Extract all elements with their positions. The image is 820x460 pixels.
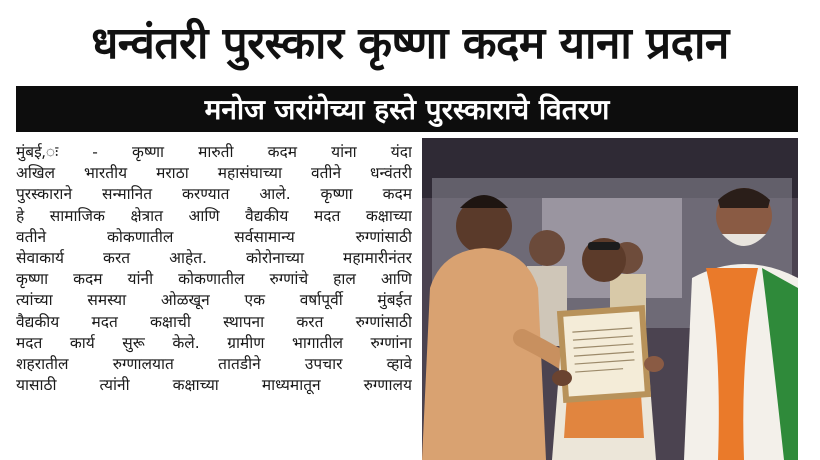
article-line: कृष्णा कदम यांनी कोकणातील रुग्णांचे हाल आणि — [16, 270, 412, 289]
article-line: वैद्यकीय मदत कक्षाची स्थापना करत रुग्णांसाठी — [16, 312, 412, 331]
subheadline: मनोज जरांगेच्या हस्ते पुरस्काराचे वितरण — [204, 93, 610, 126]
article-line: मुंबई,ः - कृष्णा मारुती कदम यांना यंदा — [16, 143, 412, 161]
article-line: अखिल भारतीय मराठा महासंघाच्या वतीने धन्वंतरी — [16, 164, 412, 183]
article-line: यासाठी त्यांनी कक्षाच्या माध्यमातून रुग्णालय — [16, 376, 412, 395]
article-paragraph — [16, 142, 412, 396]
article-line: वतीने कोकणातील सर्वसामान्य रुग्णांसाठी — [16, 227, 412, 246]
award-ceremony-photo — [422, 138, 798, 460]
subheadline-banner — [16, 86, 798, 132]
article-line: हे सामाजिक क्षेत्रात आणि वैद्यकीय मदत कक्षाच्या — [16, 206, 412, 225]
article-line: मदत कार्य सुरू केले. ग्रामीण भागातील रुग्णांना — [16, 333, 412, 352]
article-line: शहरातील रुग्णालयात तातडीने उपचार व्हावे — [16, 355, 412, 374]
article-line: पुरस्काराने सन्मानित करण्यात आले. कृष्णा कदम — [16, 185, 412, 204]
photo-illustration — [422, 138, 798, 460]
headline: धन्वंतरी पुरस्कार कृष्णा कदम याना प्रदान — [91, 18, 729, 69]
article-line: सेवाकार्य करत आहेत. कोरोनाच्या महामारीनंतर — [16, 249, 412, 268]
article-line: त्यांच्या समस्या ओळखून एक वर्षापूर्वी मुंबईत — [16, 291, 412, 310]
article-body — [16, 142, 412, 460]
